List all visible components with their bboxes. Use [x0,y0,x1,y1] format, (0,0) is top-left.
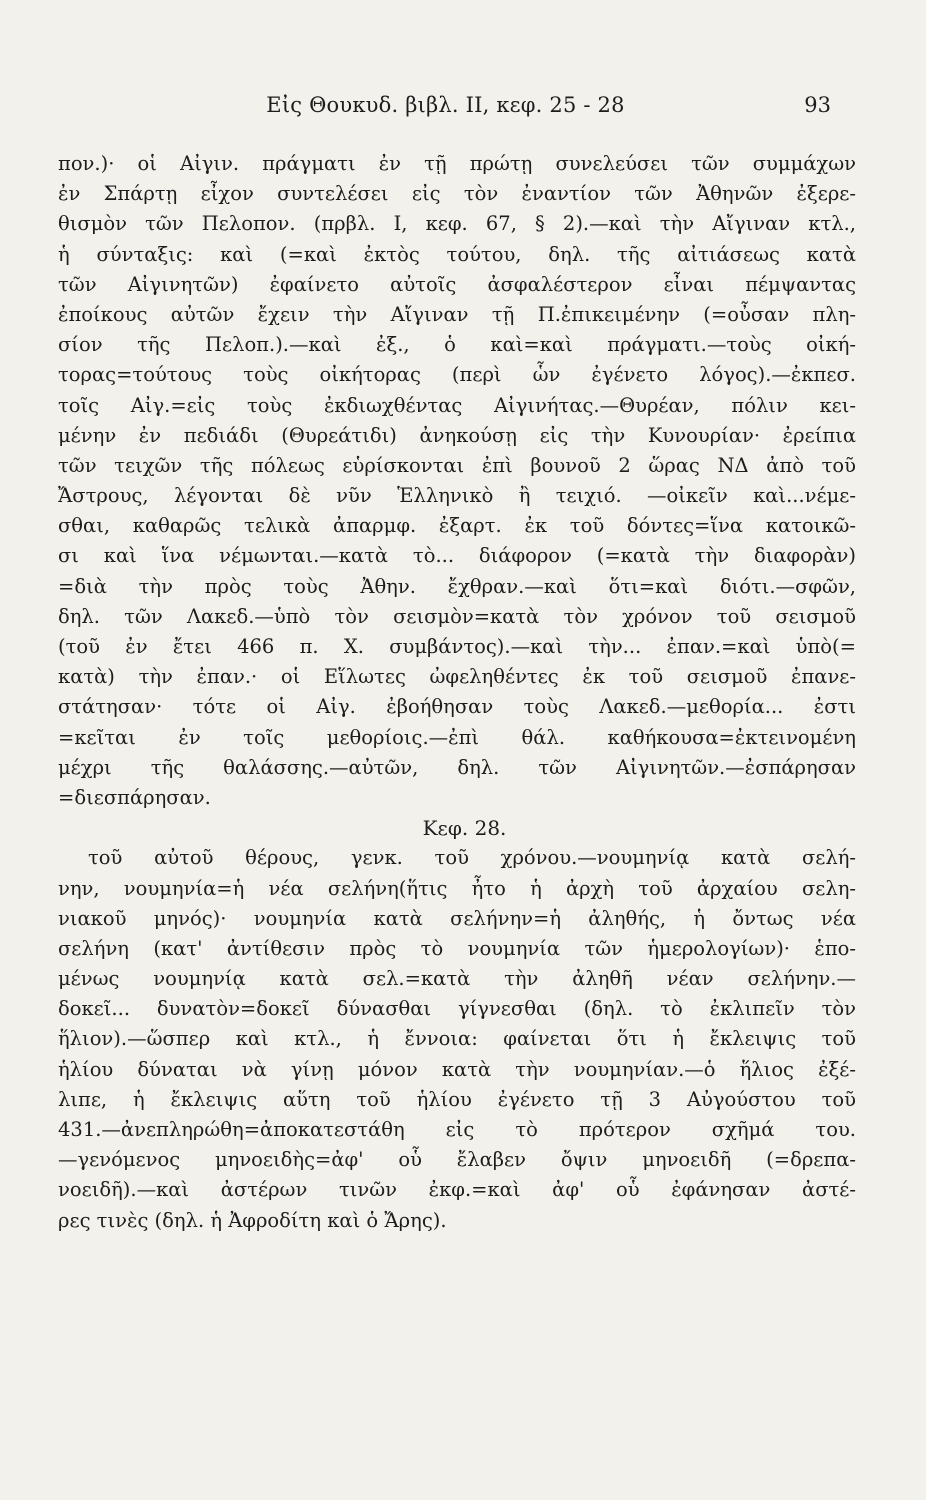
paragraph-ch27 [58,149,856,813]
text-line: θισμὸν τῶν Πελοπον. (πρβλ. I, κεφ. 67, § 2).—καὶ τὴν Αἴγιναν κτλ., [58,212,856,236]
text-line: =διὰ τὴν πρὸς τοὺς Ἀθην. ἔχθραν.—καὶ ὅτι=καὶ διότι.—σφῶν, [58,574,856,598]
text-line: νοειδῆ).—καὶ ἀστέρων τινῶν ἐκφ.=καὶ ἀφ' οὗ ἐφάνησαν ἀστέ- [58,1178,856,1202]
text-line: σελήνη (κατ' ἀντίθεσιν πρὸς τὸ νουμηνία τῶν ἡμερολογίων)· ἑπο- [58,936,856,960]
text-line: νιακοῦ μηνός)· νουμηνία κατὰ σελήνην=ἡ ἀληθής, ἡ ὄντως νέα [58,906,856,930]
text-line: δοκεῖ... δυνατὸν=δοκεῖ δύνασθαι γίγνεσθαι (δηλ. τὸ ἐκλιπεῖν τὸν [58,997,856,1021]
text-line: δηλ. τῶν Λακεδ.—ὑπὸ τὸν σεισμὸν=κατὰ τὸν χρόνον τοῦ σεισμοῦ [58,604,856,628]
text-line: ἥλιον).—ὥσπερ καὶ κτλ., ἡ ἔννοια: φαίνεται ὅτι ἡ ἔκλειψις τοῦ [58,1027,856,1051]
text-line: =κεῖται ἐν τοῖς μεθορίοις.—ἐπὶ θάλ. καθήκουσα=ἐκτεινομένη [58,725,856,749]
running-title: Εἰς Θουκυδ. βιβλ. II, κεφ. 25 - 28 [266,93,625,117]
text-line: τοῦ αὐτοῦ θέρους, γενκ. τοῦ χρόνου.—νουμηνίᾳ κατὰ σελή- [88,846,856,870]
text-line: σι καὶ ἵνα νέμωνται.—κατὰ τὸ... διάφορον (=κατὰ τὴν διαφορὰν) [58,544,856,568]
commentary-text [58,149,856,1236]
text-line: Ἄστρους, λέγονται δὲ νῦν Ἑλληνικὸ ἢ τειχιό. —οἰκεῖν καὶ...νέμε- [58,484,856,508]
text-line: σθαι, καθαρῶς τελικὰ ἀπαρμφ. ἐξαρτ. ἐκ τοῦ δόντες=ἵνα κατοικῶ- [58,514,856,538]
text-line: ἡ σύνταξις: καὶ (=καὶ ἐκτὸς τούτου, δηλ. τῆς αἰτιάσεως κατὰ [58,242,856,266]
text-line: στάτησαν· τότε οἱ Αἰγ. ἐβοήθησαν τοὺς Λακεδ.—μεθορία... ἐστι [58,695,856,719]
text-line: ἐποίκους αὐτῶν ἔχειν τὴν Αἴγιναν τῇ Π.ἐπικειμένην (=οὖσαν πλη- [58,302,856,326]
chapter-heading: Κεφ. 28. [422,816,507,841]
page-header [60,93,831,123]
text-line: τορας=τούτους τοὺς οἰκήτορας (περὶ ὧν ἐγένετο λόγος).—ἐκπεσ. [58,363,856,387]
text-line: νην, νουμηνία=ἡ νέα σελήνη(ἥτις ἦτο ἡ ἀρχὴ τοῦ ἀρχαίου σελη- [58,876,856,900]
text-line: τῶν τειχῶν τῆς πόλεως εὑρίσκονται ἐπὶ βουνοῦ 2 ὥρας ΝΔ ἀπὸ τοῦ [58,453,856,477]
text-line: (τοῦ ἐν ἔτει 466 π. Χ. συμβάντος).—καὶ τὴν... ἐπαν.=καὶ ὑπὸ(= [58,635,856,658]
text-line: μένως νουμηνίᾳ κατὰ σελ.=κατὰ τὴν ἀληθῆ νέαν σελήνην.— [58,967,856,991]
text-line: μένην ἐν πεδιάδι (Θυρεάτιδι) ἀνηκούσῃ εἰς τὴν Κυνουρίαν· ἐρείπια [58,423,856,447]
text-line: ρες τινὲς (δηλ. ἡ Ἀφροδίτη καὶ ὁ Ἄρης). [58,1208,447,1232]
text-line: ἐν Σπάρτῃ εἶχον συντελέσει εἰς τὸν ἐναντίον τῶν Ἀθηνῶν ἐξερε- [58,182,856,206]
text-line: τοῖς Αἰγ.=εἰς τοὺς ἐκδιωχθέντας Αἰγινήτας.—Θυρέαν, πόλιν κει- [58,393,856,417]
text-line: μέχρι τῆς θαλάσσης.—αὐτῶν, δηλ. τῶν Αἰγινητῶν.—ἐσπάρησαν [58,755,856,779]
text-line: =διεσπάρησαν. [58,785,211,809]
text-line: πον.)· οἱ Αἰγιν. πράγματι ἐν τῇ πρώτῃ συνελεύσει τῶν συμμάχων [58,152,856,175]
text-line: ἡλίου δύναται νὰ γίνῃ μόνον κατὰ τὴν νουμηνίαν.—ὁ ἥλιος ἐξέ- [58,1057,856,1081]
paragraph-ch28 [58,843,856,1235]
text-line: σίον τῆς Πελοπ.).—καὶ ἐξ., ὁ καὶ=καὶ πράγματι.—τοὺς οἰκή- [58,333,856,357]
text-line: κατὰ) τὴν ἐπαν.· οἱ Εἵλωτες ὠφεληθέντες ἐκ τοῦ σεισμοῦ ἐπανε- [58,665,856,689]
text-line: τῶν Αἰγινητῶν) ἐφαίνετο αὐτοῖς ἀσφαλέστερον εἶναι πέμψαντας [58,272,856,296]
text-line: —γενόμενος μηνοειδὴς=ἀφ' οὗ ἔλαβεν ὄψιν μηνοειδῆ (=δρεπα- [58,1148,856,1172]
text-line: λιπε, ἡ ἔκλειψις αὕτη τοῦ ἡλίου ἐγένετο τῇ 3 Αὐγούστου τοῦ [58,1087,856,1111]
page-number: 93 [804,93,831,117]
text-line: 431.—ἀνεπληρώθη=ἀποκατεστάθη εἰς τὸ πρότερον σχῆμά του. [58,1118,856,1141]
